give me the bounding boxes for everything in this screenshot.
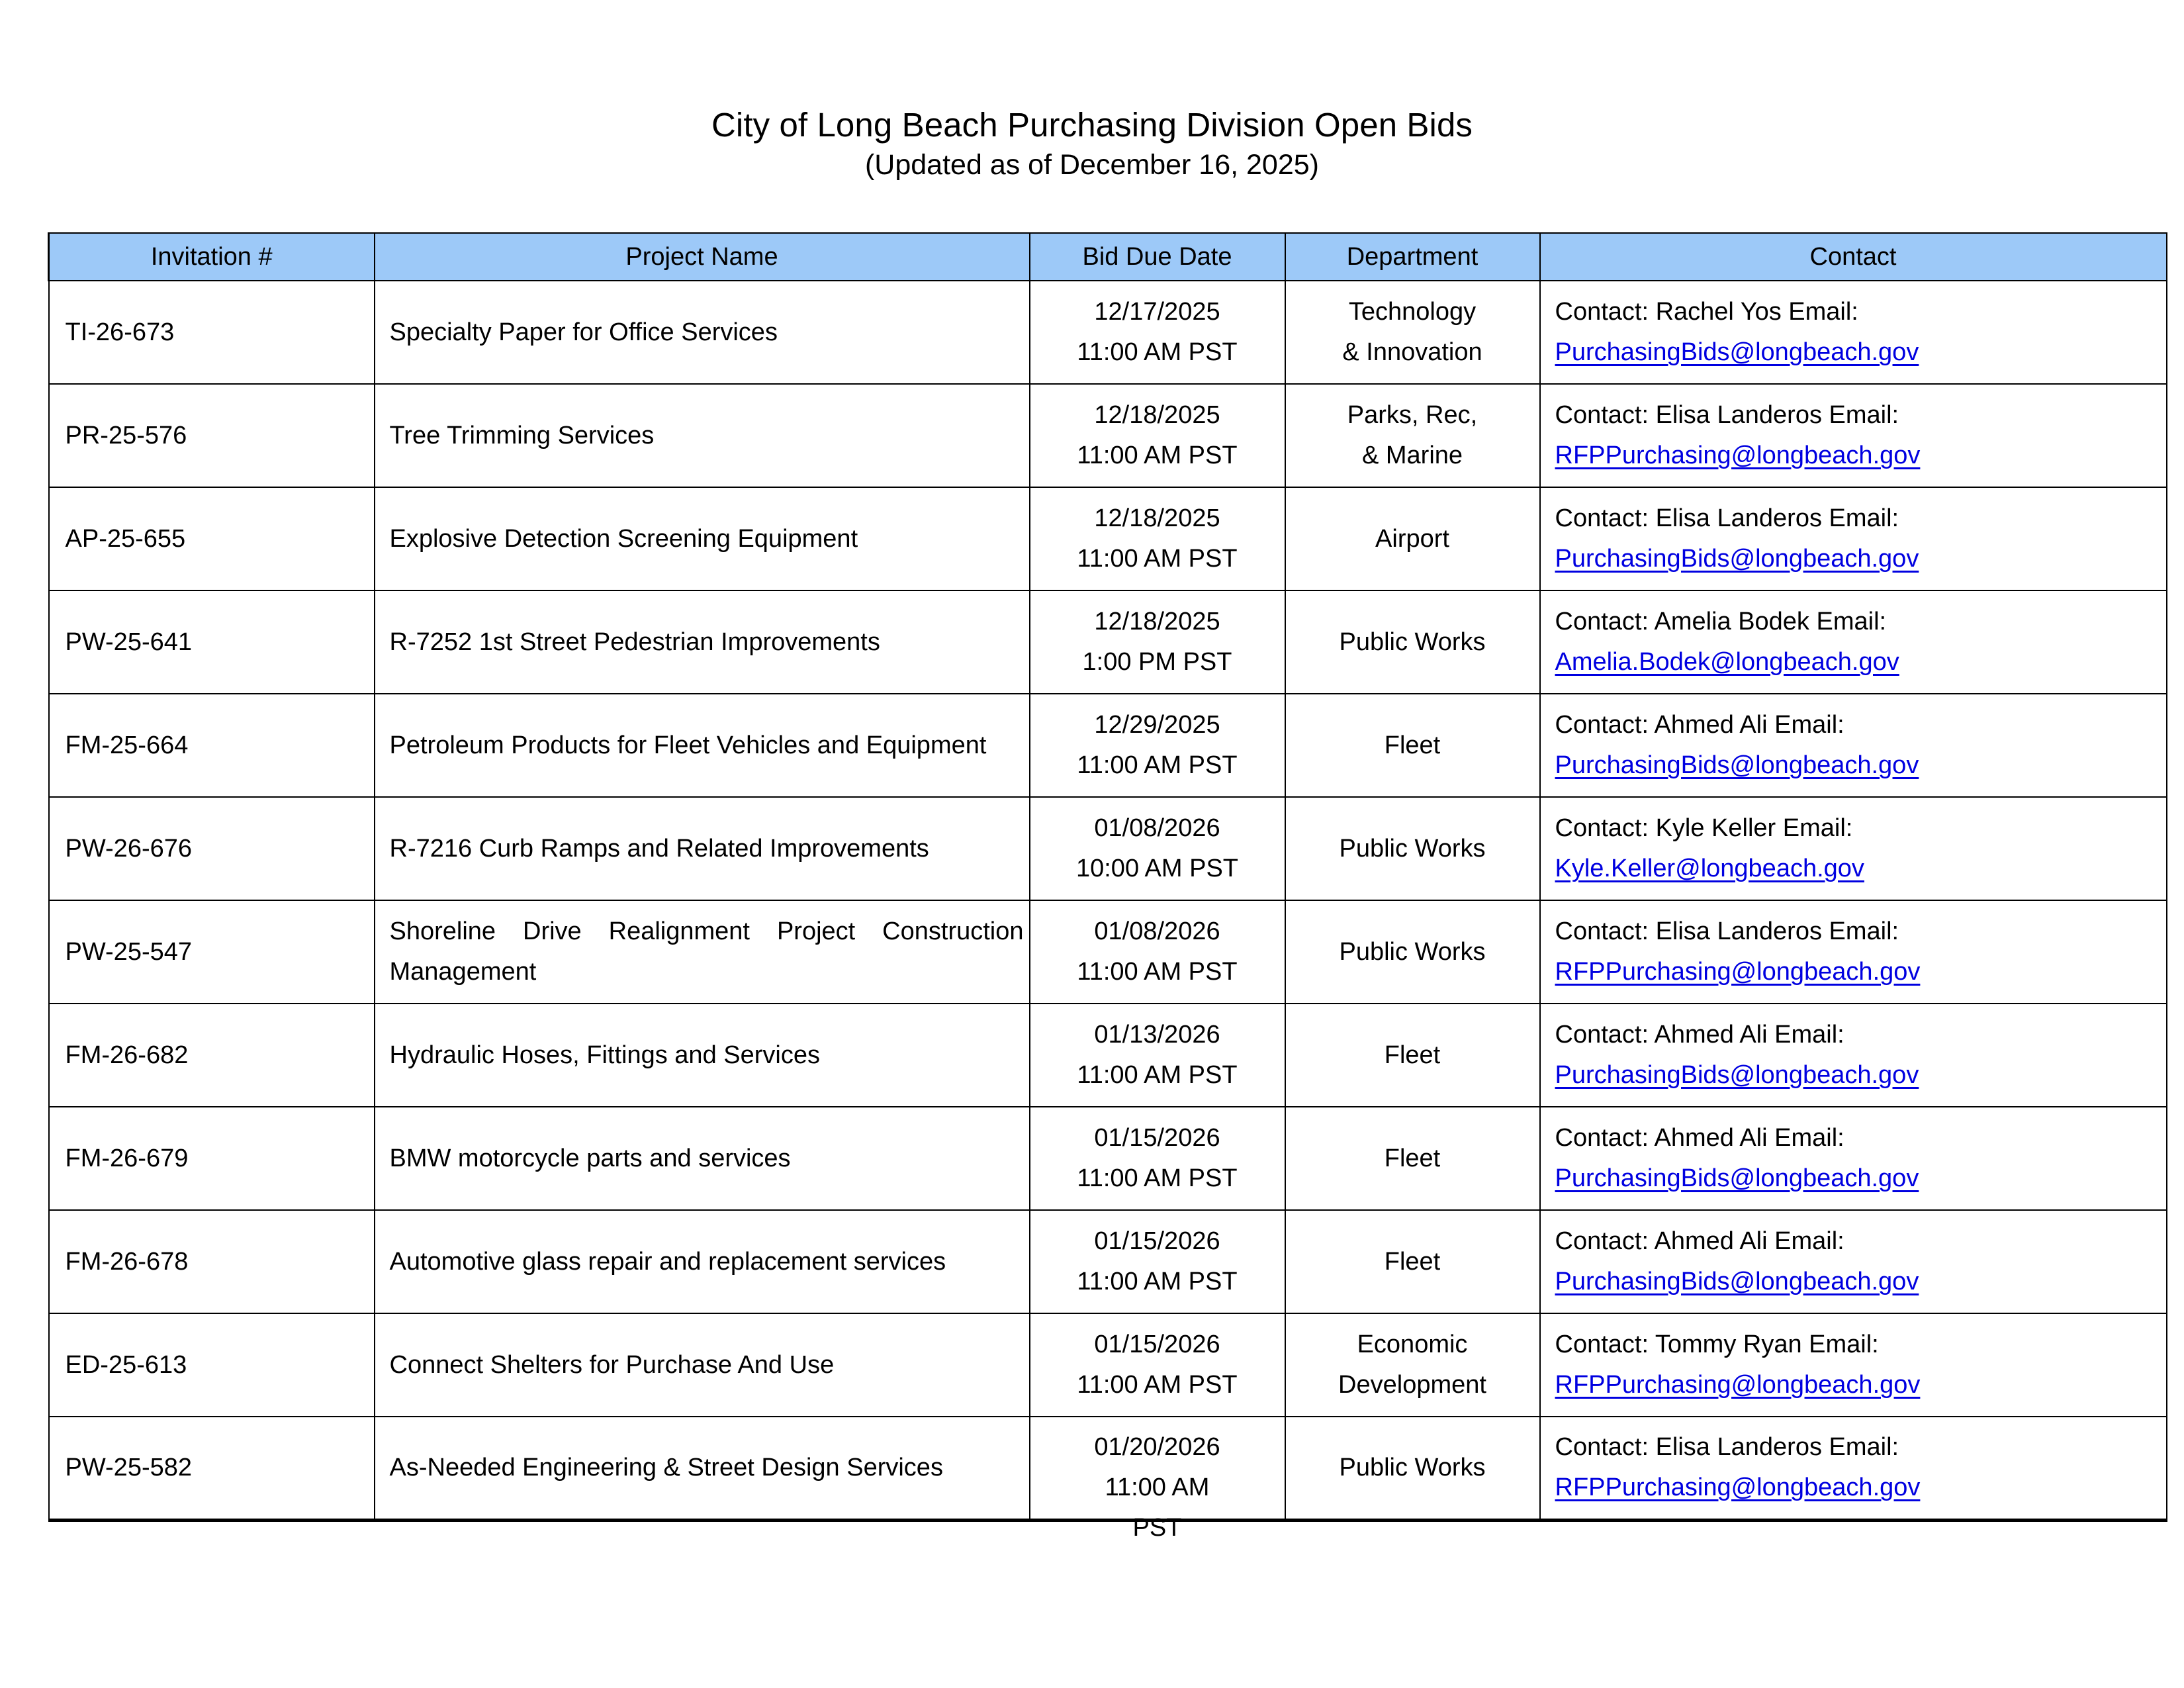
contact-name-label: Contact: Elisa Landeros Email:	[1555, 917, 1899, 945]
cell-invitation-number: PR-25-576	[49, 384, 375, 487]
contact-email-link[interactable]: Amelia.Bodek@longbeach.gov	[1555, 648, 1899, 676]
cell-contact	[1540, 590, 2167, 694]
cell-invitation-number: TI-26-673	[49, 281, 375, 384]
table-row	[49, 1313, 2167, 1417]
column-header-bid-due-date: Bid Due Date	[1030, 233, 1285, 281]
cell-project-name: Connect Shelters for Purchase And Use	[375, 1313, 1030, 1417]
table-row	[49, 797, 2167, 900]
cell-department	[1285, 900, 1540, 1004]
cell-department	[1285, 1210, 1540, 1313]
department-line-1: Technology	[1348, 298, 1477, 326]
cell-project-name: Automotive glass repair and replacement services	[375, 1210, 1030, 1313]
cell-invitation-number: PW-26-676	[49, 797, 375, 900]
table-row	[49, 694, 2167, 797]
due-date-value: 01/20/2026	[1094, 1433, 1220, 1462]
cell-project-name: Explosive Detection Screening Equipment	[375, 487, 1030, 590]
contact-email-link[interactable]: PurchasingBids@longbeach.gov	[1555, 338, 1919, 366]
contact-name-label: Contact: Ahmed Ali Email:	[1555, 711, 1844, 739]
table-row	[49, 281, 2167, 384]
cell-bid-due-date	[1030, 1107, 1285, 1210]
due-time-value: 11:00 AM PST	[1077, 442, 1238, 469]
department-line-1: Economic	[1357, 1331, 1468, 1358]
due-date-value: 12/29/2025	[1094, 711, 1220, 739]
cell-contact	[1540, 1107, 2167, 1210]
due-date-value: 01/08/2026	[1094, 814, 1220, 842]
table-row	[49, 590, 2167, 694]
due-date-value: 12/18/2025	[1094, 504, 1220, 532]
column-header-contact: Contact	[1540, 233, 2167, 281]
due-date-value: 01/13/2026	[1094, 1021, 1220, 1049]
cell-contact	[1540, 281, 2167, 384]
cell-project-name: BMW motorcycle parts and services	[375, 1107, 1030, 1210]
cell-invitation-number: ED-25-613	[49, 1313, 375, 1417]
cell-project-name: Tree Trimming Services	[375, 384, 1030, 487]
department-line-1: Fleet	[1384, 731, 1441, 759]
table-row	[49, 900, 2167, 1004]
cell-invitation-number: PW-25-641	[49, 590, 375, 694]
due-time-value: 11:00 AM PST	[1077, 1268, 1238, 1295]
cell-invitation-number: AP-25-655	[49, 487, 375, 590]
cell-project-name: Shoreline Drive Realignment Project Construction Management	[375, 900, 1030, 1004]
cell-bid-due-date	[1030, 1210, 1285, 1313]
table-row	[49, 487, 2167, 590]
contact-name-label: Contact: Kyle Keller Email:	[1555, 814, 1853, 842]
contact-email-link[interactable]: Kyle.Keller@longbeach.gov	[1555, 855, 1864, 882]
cell-contact	[1540, 900, 2167, 1004]
cell-bid-due-date	[1030, 694, 1285, 797]
cell-bid-due-date	[1030, 900, 1285, 1004]
cell-department	[1285, 487, 1540, 590]
cell-project-name: R-7216 Curb Ramps and Related Improvements	[375, 797, 1030, 900]
cell-contact	[1540, 384, 2167, 487]
cell-bid-due-date	[1030, 797, 1285, 900]
department-line-1: Fleet	[1384, 1144, 1441, 1172]
cell-department	[1285, 1313, 1540, 1417]
cell-project-name: Petroleum Products for Fleet Vehicles and Equipment	[375, 694, 1030, 797]
contact-name-label: Contact: Tommy Ryan Email:	[1555, 1331, 1879, 1358]
table-header	[49, 233, 2167, 281]
cell-department	[1285, 1107, 1540, 1210]
column-header-project-name: Project Name	[375, 233, 1030, 281]
cell-contact	[1540, 1210, 2167, 1313]
cell-contact	[1540, 694, 2167, 797]
department-line-2: & Marine	[1361, 442, 1463, 469]
due-time-value: 11:00 AM PST	[1077, 958, 1238, 986]
table-header-row	[49, 233, 2167, 281]
department-line-1: Public Works	[1339, 937, 1486, 966]
due-date-value: 01/15/2026	[1094, 1124, 1220, 1152]
table-row	[49, 1417, 2167, 1520]
cell-invitation-number: FM-26-679	[49, 1107, 375, 1210]
cell-project-name: Hydraulic Hoses, Fittings and Services	[375, 1004, 1030, 1107]
open-bids-table	[48, 232, 2167, 1542]
department-line-1: Public Works	[1339, 834, 1486, 863]
due-time-value: 11:00 AM PST	[1077, 545, 1238, 573]
contact-name-label: Contact: Elisa Landeros Email:	[1555, 1433, 1899, 1462]
cell-bid-due-date	[1030, 1004, 1285, 1107]
cell-contact	[1540, 1004, 2167, 1107]
due-time-value: 11:00 AM PST	[1077, 1371, 1238, 1399]
cell-project-name: R-7252 1st Street Pedestrian Improvements	[375, 590, 1030, 694]
cell-bid-due-date	[1030, 281, 1285, 384]
cell-invitation-number: FM-26-682	[49, 1004, 375, 1107]
department-line-1: Airport	[1375, 524, 1449, 553]
page-subtitle: (Updated as of December 16, 2025)	[864, 149, 1319, 181]
cell-contact	[1540, 1313, 2167, 1417]
contact-name-label: Contact: Ahmed Ali Email:	[1555, 1021, 1844, 1049]
due-time-value: 11:00 AM	[1105, 1474, 1210, 1502]
contact-email-link[interactable]: RFPPurchasing@longbeach.gov	[1555, 1371, 1921, 1399]
contact-email-link[interactable]: PurchasingBids@longbeach.gov	[1555, 1061, 1919, 1089]
department-line-1: Public Works	[1339, 628, 1486, 656]
cell-project-name: Specialty Paper for Office Services	[375, 281, 1030, 384]
due-date-value: 12/18/2025	[1094, 608, 1220, 635]
due-time-value: 11:00 AM PST	[1077, 338, 1238, 366]
cell-invitation-number: PW-25-582	[49, 1417, 375, 1520]
due-time-overflow-value: PST	[1132, 1514, 1182, 1542]
cell-bid-due-date	[1030, 590, 1285, 694]
department-line-2: Development	[1338, 1371, 1486, 1399]
cell-contact	[1540, 1417, 2167, 1520]
table-row	[49, 384, 2167, 487]
cell-invitation-number: FM-25-664	[49, 694, 375, 797]
due-date-value: 12/18/2025	[1094, 401, 1220, 429]
due-time-value: 1:00 PM PST	[1082, 648, 1232, 676]
contact-name-label: Contact: Amelia Bodek Email:	[1555, 608, 1887, 635]
table-row	[49, 1210, 2167, 1313]
cell-department	[1285, 590, 1540, 694]
cell-project-name: As-Needed Engineering & Street Design Services	[375, 1417, 1030, 1520]
due-time-value: 11:00 AM PST	[1077, 751, 1238, 779]
cell-bid-due-date	[1030, 487, 1285, 590]
column-header-department: Department	[1285, 233, 1540, 281]
cell-department	[1285, 694, 1540, 797]
column-header-invitation: Invitation #	[49, 233, 375, 281]
due-date-value: 01/08/2026	[1094, 917, 1220, 945]
cell-invitation-number: FM-26-678	[49, 1210, 375, 1313]
due-date-value: 01/15/2026	[1094, 1331, 1220, 1358]
contact-name-label: Contact: Rachel Yos Email:	[1555, 298, 1858, 326]
cell-bid-due-date	[1030, 1313, 1285, 1417]
cell-bid-due-date	[1030, 384, 1285, 487]
department-line-1: Fleet	[1384, 1247, 1441, 1276]
contact-name-label: Contact: Ahmed Ali Email:	[1555, 1227, 1844, 1255]
contact-email-link[interactable]: PurchasingBids@longbeach.gov	[1555, 751, 1919, 779]
cell-contact	[1540, 797, 2167, 900]
page-title: City of Long Beach Purchasing Division Open Bids	[711, 106, 1473, 144]
department-line-1: Public Works	[1339, 1453, 1486, 1481]
contact-name-label: Contact: Elisa Landeros Email:	[1555, 401, 1899, 429]
cell-department	[1285, 1417, 1540, 1520]
contact-email-link[interactable]: RFPPurchasing@longbeach.gov	[1555, 1474, 1921, 1502]
due-time-value: 10:00 AM PST	[1075, 855, 1238, 882]
table-body	[49, 281, 2167, 1542]
cell-invitation-number: PW-25-547	[49, 900, 375, 1004]
department-line-2: & Innovation	[1342, 338, 1482, 366]
contact-email-link[interactable]: PurchasingBids@longbeach.gov	[1555, 545, 1919, 573]
due-time-value: 11:00 AM PST	[1077, 1061, 1238, 1089]
contact-email-link[interactable]: RFPPurchasing@longbeach.gov	[1555, 958, 1921, 986]
due-time-value: 11:00 AM PST	[1077, 1164, 1238, 1192]
cell-department	[1285, 1004, 1540, 1107]
contact-email-link[interactable]: RFPPurchasing@longbeach.gov	[1555, 442, 1921, 469]
due-date-value: 12/17/2025	[1094, 298, 1220, 326]
table-row	[49, 1107, 2167, 1210]
contact-name-label: Contact: Elisa Landeros Email:	[1555, 504, 1899, 532]
contact-email-link[interactable]: PurchasingBids@longbeach.gov	[1555, 1164, 1919, 1192]
cell-contact	[1540, 487, 2167, 590]
contact-email-link[interactable]: PurchasingBids@longbeach.gov	[1555, 1268, 1919, 1295]
department-line-1: Parks, Rec,	[1347, 401, 1478, 429]
cell-department	[1285, 281, 1540, 384]
contact-name-label: Contact: Ahmed Ali Email:	[1555, 1124, 1844, 1152]
cell-bid-due-date	[1030, 1417, 1285, 1542]
title-block	[0, 105, 2184, 183]
department-line-1: Fleet	[1384, 1041, 1441, 1069]
cell-department	[1285, 797, 1540, 900]
table-row	[49, 1004, 2167, 1107]
due-date-value: 01/15/2026	[1094, 1227, 1220, 1255]
cell-department	[1285, 384, 1540, 487]
